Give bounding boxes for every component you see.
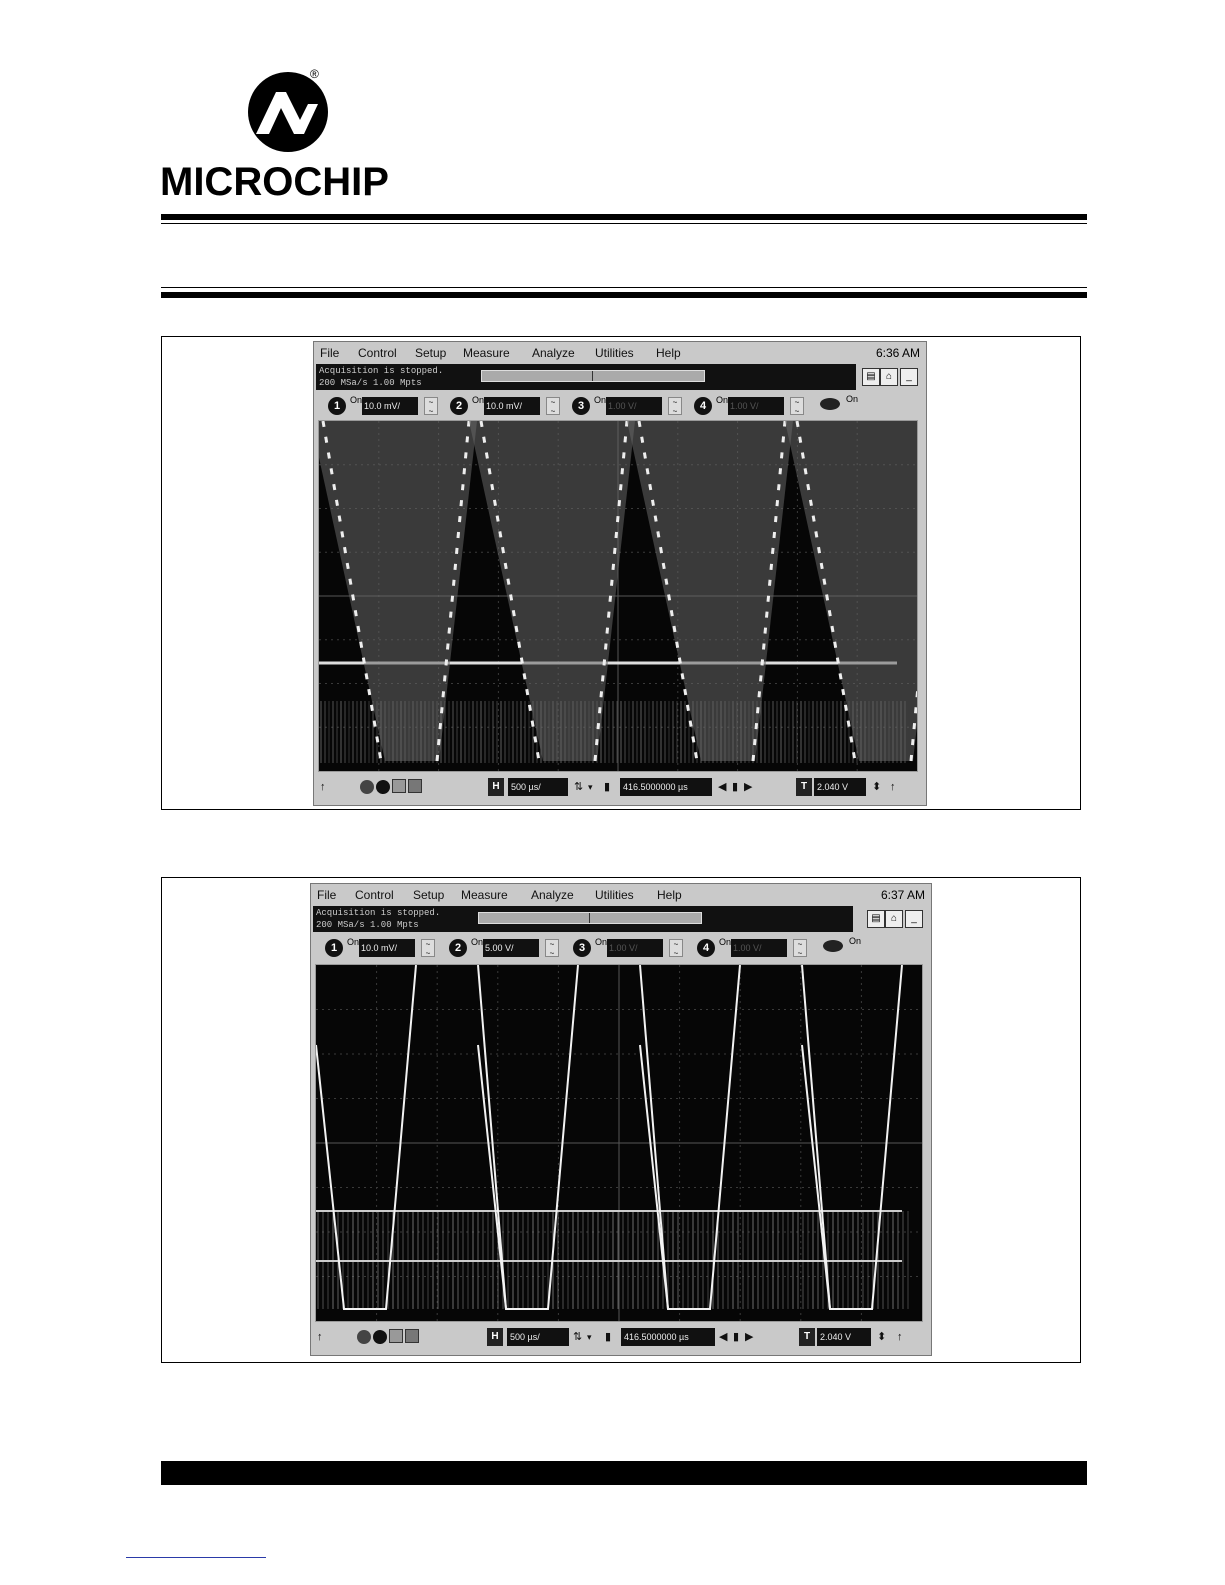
- menu-utilities[interactable]: Utilities: [595, 346, 634, 360]
- channel-4-badge: 4: [697, 939, 715, 957]
- channel-4-coupling-icon[interactable]: ~ ~: [793, 939, 807, 957]
- delay-zero-icon[interactable]: ▮: [732, 781, 739, 793]
- oscilloscope-window-2: [310, 883, 932, 1356]
- channel-3-badge: 3: [572, 397, 590, 415]
- acquisition-status: [316, 364, 856, 390]
- trigger-slope-icon[interactable]: ↑: [890, 781, 896, 793]
- channel-1-coupling-icon[interactable]: ~ ~: [421, 939, 435, 957]
- channel-3-control[interactable]: [573, 937, 689, 961]
- clock: 6:36 AM: [875, 346, 920, 360]
- print-icon[interactable]: [405, 1329, 419, 1343]
- math-function-icon[interactable]: [820, 398, 840, 410]
- delay-field[interactable]: 416.5000000 µs: [621, 1328, 715, 1346]
- section-rule-thick: [161, 292, 1087, 298]
- menu-help[interactable]: Help: [657, 888, 682, 902]
- horizontal-tag: H: [488, 778, 504, 796]
- triangle-segment: [478, 965, 506, 1309]
- trigger-tag: T: [796, 778, 812, 796]
- channel-3-control[interactable]: [572, 395, 688, 419]
- channel-4-badge: 4: [694, 397, 712, 415]
- delay-right-icon[interactable]: ▶: [744, 781, 753, 793]
- channel-bar: [314, 392, 926, 420]
- menu-control[interactable]: Control: [358, 346, 397, 360]
- trigger-level-stepper-icon[interactable]: ⬍: [877, 1331, 887, 1343]
- horizontal-bar: [311, 1324, 931, 1350]
- trigger-level-field[interactable]: 2.040 V: [817, 1328, 871, 1346]
- memory-bar: [478, 912, 702, 924]
- timebase-adjust-icon[interactable]: ⇅: [574, 781, 584, 793]
- registered-mark: ®: [310, 67, 319, 81]
- memory-bar: [481, 370, 705, 382]
- menu-control[interactable]: Control: [355, 888, 394, 902]
- channel-2-on[interactable]: On: [471, 937, 484, 947]
- menu-file[interactable]: File: [317, 888, 337, 902]
- channel-4-on[interactable]: On: [716, 395, 729, 405]
- channel-bar: [311, 934, 931, 962]
- menu-bar: [314, 342, 926, 364]
- run-icon[interactable]: [357, 1330, 371, 1344]
- channel-1-scale[interactable]: 10.0 mV/: [362, 397, 418, 415]
- section-rule-thin: [161, 287, 1087, 288]
- waveform-graticule: [319, 421, 917, 771]
- channel-2-control[interactable]: [449, 937, 565, 961]
- menu-measure[interactable]: Measure: [463, 346, 510, 360]
- channel-1-coupling-icon[interactable]: ~ ~: [424, 397, 438, 415]
- single-icon[interactable]: [392, 779, 406, 793]
- triangle-envelope: [469, 421, 635, 761]
- channel-4-control[interactable]: [694, 395, 810, 419]
- delay-field[interactable]: 416.5000000 µs: [620, 778, 712, 796]
- status-line-2: 200 MSa/s 1.00 Mpts: [319, 378, 422, 388]
- mouse-mode-icon[interactable]: ⌂: [880, 368, 898, 386]
- triangle-envelope: [627, 421, 793, 761]
- channel-1-control[interactable]: [325, 937, 441, 961]
- channel-2-scale[interactable]: 10.0 mV/: [484, 397, 540, 415]
- delay-left-icon[interactable]: ◀: [719, 1331, 728, 1343]
- channel-3-scale[interactable]: 1.00 V/: [607, 939, 663, 957]
- horizontal-bar: [314, 774, 926, 800]
- delay-right-icon[interactable]: ▶: [745, 1331, 754, 1343]
- single-icon[interactable]: [389, 1329, 403, 1343]
- acquisition-status: [313, 906, 853, 932]
- channel-1-badge: 1: [325, 939, 343, 957]
- waveform-display: [315, 964, 923, 1322]
- status-line-1: Acquisition is stopped.: [316, 908, 441, 918]
- toolbar-toggle-icon[interactable]: ▤: [867, 910, 885, 928]
- channel-3-badge: 3: [573, 939, 591, 957]
- timebase-field[interactable]: 500 µs/: [508, 778, 568, 796]
- oscilloscope-window-1: [313, 341, 927, 806]
- menu-measure[interactable]: Measure: [461, 888, 508, 902]
- delay-left-icon[interactable]: ◀: [718, 781, 727, 793]
- trigger-level-field[interactable]: 2.040 V: [814, 778, 866, 796]
- channel-2-coupling-icon[interactable]: ~ ~: [546, 397, 560, 415]
- waveform-graticule: [316, 965, 922, 1321]
- channel-1-badge: 1: [328, 397, 346, 415]
- channel-4-scale[interactable]: 1.00 V/: [728, 397, 784, 415]
- header-rule-thin: [161, 223, 1087, 224]
- triangle-segment: [802, 965, 830, 1309]
- delay-marker-icon: ▮: [604, 781, 611, 793]
- clock: 6:37 AM: [880, 888, 925, 902]
- channel-2-on[interactable]: On: [472, 395, 485, 405]
- menu-analyze[interactable]: Analyze: [532, 346, 575, 360]
- channel-2-control[interactable]: [450, 395, 566, 419]
- math-on[interactable]: On: [849, 936, 862, 946]
- channel-4-control[interactable]: [697, 937, 813, 961]
- channel-2-badge: 2: [450, 397, 468, 415]
- channel-3-coupling-icon[interactable]: ~ ~: [669, 939, 683, 957]
- footer-link-underline[interactable]: [126, 1557, 266, 1558]
- channel-1-control[interactable]: [328, 395, 444, 419]
- ground-marker-icon: ↑: [320, 781, 326, 793]
- ground-marker-icon: ↑: [317, 1331, 323, 1343]
- menu-utilities[interactable]: Utilities: [595, 888, 634, 902]
- window-controls: [865, 908, 925, 930]
- channel-3-coupling-icon[interactable]: ~ ~: [668, 397, 682, 415]
- menu-help[interactable]: Help: [656, 346, 681, 360]
- channel-2-scale[interactable]: 5.00 V/: [483, 939, 539, 957]
- menu-bar: [311, 884, 931, 906]
- trigger-tag: T: [799, 1328, 815, 1346]
- stop-icon[interactable]: [376, 780, 390, 794]
- status-line-2: 200 MSa/s 1.00 Mpts: [316, 920, 419, 930]
- timebase-adjust-icon[interactable]: ⇅: [573, 1331, 583, 1343]
- delay-reference-icon[interactable]: ▾: [588, 782, 593, 792]
- run-icon[interactable]: [360, 780, 374, 794]
- channel-3-on[interactable]: On: [594, 395, 607, 405]
- menu-setup[interactable]: Setup: [415, 346, 447, 360]
- delay-reference-icon[interactable]: ▾: [587, 1332, 592, 1342]
- delay-marker-icon: ▮: [605, 1331, 612, 1343]
- channel-4-coupling-icon[interactable]: ~ ~: [790, 397, 804, 415]
- menu-setup[interactable]: Setup: [413, 888, 445, 902]
- graticule-grid: [316, 965, 922, 1321]
- channel-4-scale[interactable]: 1.00 V/: [731, 939, 787, 957]
- delay-zero-icon[interactable]: ▮: [733, 1331, 740, 1343]
- channel-1-on[interactable]: On: [347, 937, 360, 947]
- minimize-icon[interactable]: _: [900, 368, 918, 386]
- mouse-mode-icon[interactable]: ⌂: [885, 910, 903, 928]
- timebase-field[interactable]: 500 µs/: [507, 1328, 569, 1346]
- microchip-logo-mark: [238, 67, 338, 152]
- menu-analyze[interactable]: Analyze: [531, 888, 574, 902]
- trigger-level-stepper-icon[interactable]: ⬍: [872, 781, 882, 793]
- channel-3-on[interactable]: On: [595, 937, 608, 947]
- menu-file[interactable]: File: [320, 346, 340, 360]
- channel-3-scale[interactable]: 1.00 V/: [606, 397, 662, 415]
- triangle-segment: [640, 965, 668, 1309]
- math-function-icon[interactable]: [823, 940, 843, 952]
- footer-bar: [161, 1461, 1087, 1485]
- channel-1-on[interactable]: On: [350, 395, 363, 405]
- channel-1-scale[interactable]: 10.0 mV/: [359, 939, 415, 957]
- stop-icon[interactable]: [373, 1330, 387, 1344]
- microchip-logo: [160, 68, 420, 208]
- triangle-segment: [316, 965, 416, 1309]
- toolbar-toggle-icon[interactable]: ▤: [862, 368, 880, 386]
- minimize-icon[interactable]: _: [905, 910, 923, 928]
- logo-wordmark: MICROCHIP: [160, 160, 389, 204]
- window-controls: [860, 366, 920, 388]
- channel-2-coupling-icon[interactable]: ~ ~: [545, 939, 559, 957]
- channel-2-badge: 2: [449, 939, 467, 957]
- status-line-1: Acquisition is stopped.: [319, 366, 444, 376]
- print-icon[interactable]: [408, 779, 422, 793]
- header-rule-thick: [161, 214, 1087, 220]
- channel-4-on[interactable]: On: [719, 937, 732, 947]
- waveform-display: [318, 420, 918, 772]
- horizontal-tag: H: [487, 1328, 503, 1346]
- trigger-slope-icon[interactable]: ↑: [897, 1331, 903, 1343]
- math-on[interactable]: On: [846, 394, 859, 404]
